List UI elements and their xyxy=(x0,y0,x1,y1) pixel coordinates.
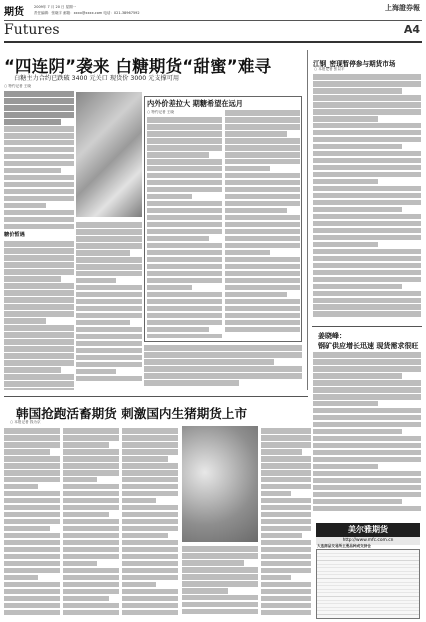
lead-column-2 xyxy=(76,222,142,390)
section-label: 期货 xyxy=(4,7,24,18)
second-headline: 韩国抢跑活畜期货 刺激国内生猪期货上市 xyxy=(16,406,248,421)
boxed-byline: ○ 特约记者 王晓 xyxy=(147,110,174,114)
paper-name: 上海證券報 xyxy=(385,3,420,12)
second-column-3 xyxy=(122,428,178,618)
right-story-title: 江钢_密现暂停参与期货市场 xyxy=(313,60,396,68)
ad-url-link[interactable]: http://www.mfc.com.cn xyxy=(316,537,420,545)
lead-column-1 xyxy=(4,84,74,390)
lead-tail-text xyxy=(144,345,302,390)
masthead-rule-bottom xyxy=(4,41,422,43)
ad-quote-table xyxy=(316,544,420,619)
boxed-column-1 xyxy=(147,110,222,338)
right-second-title: 钢矿供应增长迅速 现货需求很旺 xyxy=(318,342,419,350)
masthead xyxy=(4,3,422,45)
date-line: 2009年 7 月 20 日 星期一 xyxy=(34,5,77,9)
sugar-photo xyxy=(76,92,142,217)
ad-brand: 美尔雅期货 xyxy=(316,523,420,537)
story-divider xyxy=(4,396,308,397)
second-byline: ○ 本报记者 钱为京 xyxy=(10,420,41,424)
page-number: A4 xyxy=(403,23,420,36)
pig-farm-photo xyxy=(182,426,258,542)
boxed-column-2 xyxy=(225,110,300,338)
second-column-5 xyxy=(261,428,311,618)
column-divider xyxy=(307,50,308,390)
section-title-en: Futures xyxy=(4,22,60,38)
lead-headline: “四连阴”袭来 白糖期货“甜蜜”难寻 xyxy=(4,57,272,76)
lead-byline: ○ 特约记者 王晓 xyxy=(4,84,31,88)
lead-section-head: 糖价暂遇 xyxy=(4,232,25,239)
second-column-2 xyxy=(63,428,119,618)
right-second-body xyxy=(313,352,421,520)
lead-subhead: 白糖主力合约已跌破 3400 元关口 现货价 3000 元支撑可用 xyxy=(14,75,180,82)
ad-table-title: 大连商品交易所主要品种成交持仓 xyxy=(317,544,371,548)
editor-line: 责任编辑：张晓宇 邮箱：xxxx@xxxx.com 电话：021-38967592 xyxy=(34,11,140,15)
second-column-1 xyxy=(4,428,60,618)
right-story-body xyxy=(313,74,421,326)
boxed-story-title: 内外价差拉大 期糖希望在远月 xyxy=(147,99,243,108)
second-column-4 xyxy=(182,546,258,618)
broker-advertisement[interactable] xyxy=(316,523,420,619)
right-second-title-name: 姜晓峰： xyxy=(318,332,346,340)
right-column-rule xyxy=(312,326,422,327)
masthead-rule xyxy=(4,20,422,21)
right-story-byline: ○ 本报记者 张以平 xyxy=(314,67,345,71)
